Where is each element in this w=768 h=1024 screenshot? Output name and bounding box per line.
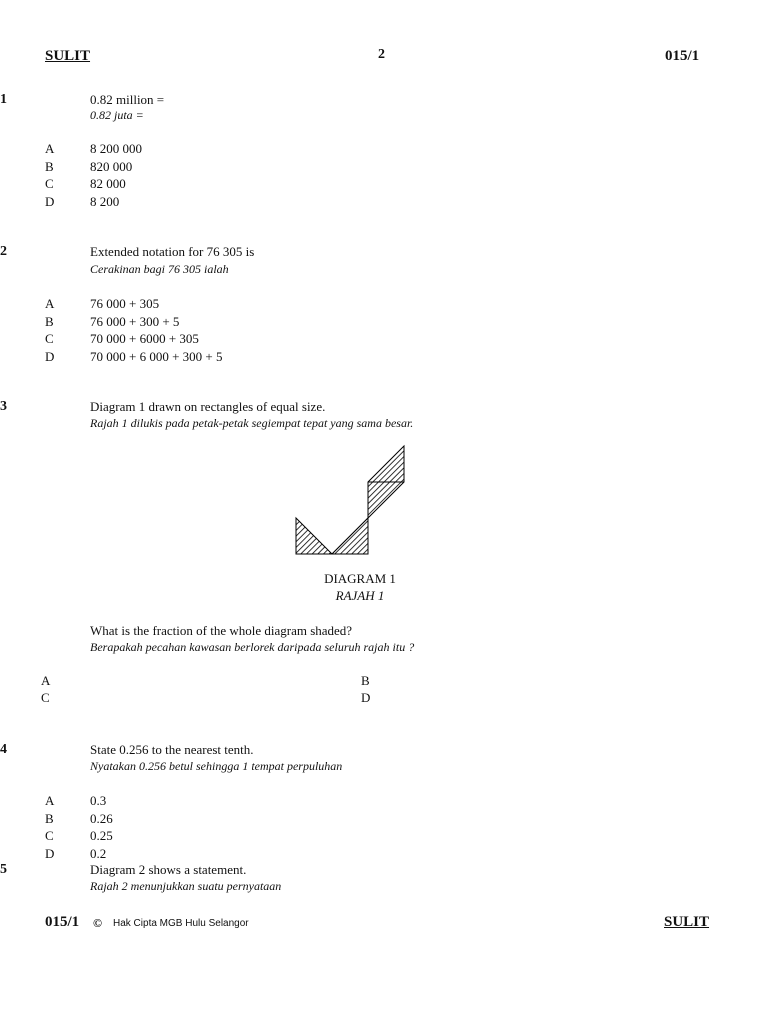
option-letter: D bbox=[45, 193, 55, 209]
question-text: What is the fraction of the whole diagram shaded? bbox=[90, 623, 353, 638]
option-text-list bbox=[90, 792, 113, 862]
copyright-icon: © bbox=[93, 916, 102, 930]
option-letter: A bbox=[41, 673, 51, 688]
question-text-malay: 0.82 juta = bbox=[90, 108, 144, 122]
question-text-malay: Rajah 1 dilukis pada petak-petak segiempat tepat yang sama besar. bbox=[90, 416, 414, 430]
footer-paper-code: 015/1 bbox=[45, 914, 80, 930]
question-text-malay: Nyatakan 0.256 betul sehingga 1 tempat perpuluhan bbox=[90, 759, 343, 773]
option-letter: B bbox=[45, 810, 54, 826]
page-number: 2 bbox=[378, 47, 385, 62]
option-letter: C bbox=[45, 176, 54, 191]
option-text: 76 000 + 305 bbox=[90, 296, 160, 311]
question-number: 3 bbox=[0, 399, 7, 414]
question-text-malay: Berapakah pecahan kawasan berlorek daripada seluruh rajah itu ? bbox=[90, 640, 415, 654]
option-letter: B bbox=[45, 158, 54, 174]
option-letter: A bbox=[45, 141, 55, 156]
option-letter: D bbox=[361, 690, 371, 705]
option-text: 820 000 bbox=[90, 158, 133, 174]
question-text: Diagram 1 drawn on rectangles of equal size. bbox=[90, 399, 326, 414]
option-letter: C bbox=[45, 828, 54, 843]
question-text-malay: Cerakinan bagi 76 305 ialah bbox=[90, 262, 229, 276]
question-text: Extended notation for 76 305 is bbox=[90, 244, 255, 259]
question-number: 2 bbox=[0, 244, 7, 259]
shaded-triangle-left bbox=[296, 518, 332, 554]
option-text: 8 200 000 bbox=[90, 141, 142, 156]
footer-sulit: SULIT bbox=[664, 914, 710, 930]
option-letter: D bbox=[45, 348, 55, 364]
question-number: 4 bbox=[0, 742, 7, 757]
header-sulit-left: SULIT bbox=[45, 48, 91, 64]
option-text: 82 000 bbox=[90, 176, 126, 191]
option-letter: C bbox=[45, 331, 54, 346]
option-letter: A bbox=[45, 793, 55, 808]
question-text: 0.82 million = bbox=[90, 92, 165, 107]
shaded-triangle-middle bbox=[332, 518, 368, 554]
option-list bbox=[45, 792, 54, 862]
option-text: 8 200 bbox=[90, 193, 120, 209]
header-paper-code: 015/1 bbox=[665, 48, 700, 64]
diagram-1 bbox=[290, 440, 415, 560]
question-text: Diagram 2 shows a statement. bbox=[90, 862, 247, 877]
option-letter: B bbox=[361, 673, 370, 688]
option-list bbox=[45, 140, 54, 210]
option-text-list bbox=[90, 295, 223, 365]
option-letter: B bbox=[45, 313, 54, 329]
diagram-label-malay: RAJAH 1 bbox=[335, 588, 385, 603]
option-text: 0.2 bbox=[90, 845, 107, 861]
question-text: State 0.256 to the nearest tenth. bbox=[90, 742, 254, 757]
question-number: 5 bbox=[0, 862, 7, 877]
option-letter: D bbox=[45, 845, 55, 861]
option-text: 0.26 bbox=[90, 810, 113, 826]
question-text-malay: Rajah 2 menunjukkan suatu pernyataan bbox=[90, 879, 282, 893]
option-letter: C bbox=[41, 690, 50, 705]
option-text: 70 000 + 6000 + 305 bbox=[90, 331, 199, 346]
option-text: 0.3 bbox=[90, 793, 107, 808]
option-text: 70 000 + 6 000 + 300 + 5 bbox=[90, 348, 223, 364]
copyright-text: Hak Cipta MGB Hulu Selangor bbox=[113, 918, 249, 929]
option-list bbox=[45, 295, 54, 365]
option-text: 76 000 + 300 + 5 bbox=[90, 313, 180, 329]
option-text: 0.25 bbox=[90, 828, 113, 843]
option-letter: A bbox=[45, 296, 55, 311]
diagram-label: DIAGRAM 1 bbox=[324, 571, 396, 586]
option-text-list bbox=[90, 140, 142, 210]
question-number: 1 bbox=[0, 92, 7, 107]
